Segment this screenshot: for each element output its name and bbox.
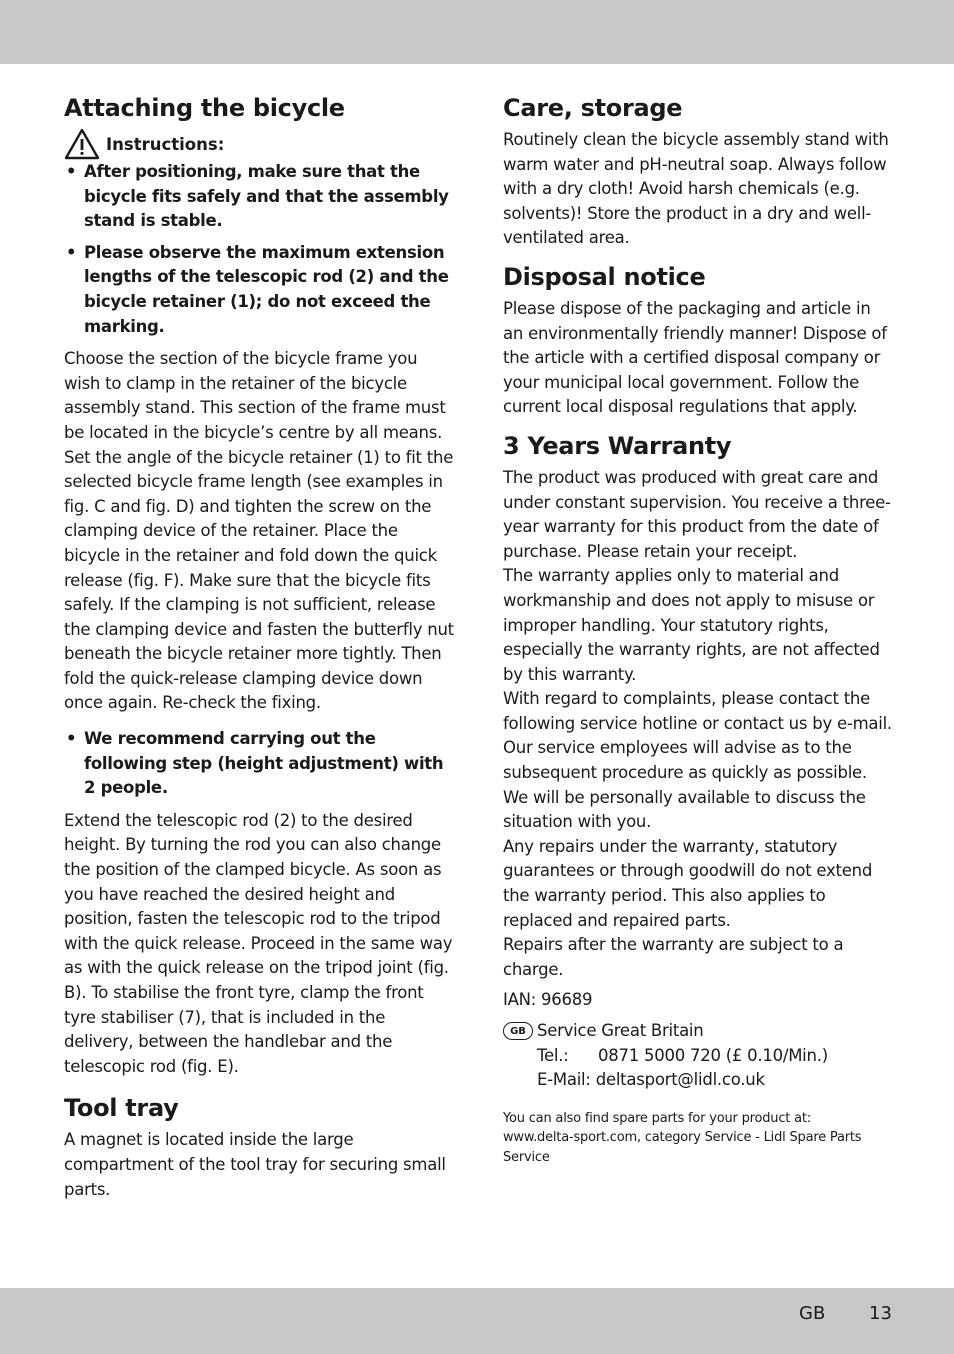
disposal-section (503, 259, 895, 420)
paragraph: Extend the telescopic rod (2) to the desired height. By turning the rod you can also change the position of the clamped bicycle. As soon as you have reached the desired height and position, fasten the telescopic rod to the tripod with the quick release. Proceed in the same way as with the quick release on the tripod joint (fig. B). To stabilise the front tyre, clamp the front tyre stabiliser (7), that is included in the delivery, between the handlebar and the telescopic rod (fig. E). (64, 810, 453, 1076)
paragraph: Please dispose of the packaging and article in an environmentally friendly manner! Dispose of the article with a certified disposal company or your municipal local government. Follow the current local disposal regulations that apply. (503, 298, 887, 417)
section-title-tool-tray: Tool tray (64, 1094, 179, 1123)
instructions-header (64, 128, 456, 160)
section-title-care: Care, storage (503, 94, 683, 122)
spare-parts-link[interactable]: www.delta-sport.com, category Service - Lidl Spare Parts Service (503, 1130, 862, 1165)
paragraph: The warranty applies only to material and workmanship and does not apply to misuse or improper handling. Your statutory rights, especially the warranty rights, are not affected by this warranty. (503, 566, 880, 684)
instructions-label: Instructions: (106, 134, 225, 154)
tel-label: Tel.: (537, 1045, 569, 1065)
spare-parts-note: You can also find spare parts for your product at: (503, 1110, 811, 1126)
recommendation-list (64, 727, 456, 801)
warning-icon (64, 128, 100, 160)
page-number: 13 (869, 1303, 892, 1324)
service-name: Service Great Britain (537, 1021, 704, 1040)
email-value[interactable]: deltasport@lidl.co.uk (595, 1070, 765, 1090)
country-badge: GB (503, 1022, 533, 1040)
warranty-section (503, 428, 895, 1167)
section-title-attaching: Attaching the bicycle (64, 94, 345, 122)
tel-row (537, 1044, 828, 1069)
right-column (503, 90, 895, 1167)
care-section (503, 90, 895, 251)
paragraph: Choose the section of the bicycle frame you wish to clamp in the retainer of the bicycle assembly stand. This section of the frame must be located in the bicycle’s centre by all means. Set the angle of the bicycle retainer (1) to fit the selected bicycle frame length (see examples in fig. C and fig. D) and tighten the screw on the clamping device of the retainer. Place the bicycle in the retainer and fold down the quick release (fig. F). Make sure that the bicycle fits safely. If the clamping is not sufficient, release the clamping device and fasten the butterfly nut beneath the bicycle retainer more tightly. Then fold the quick-release clamping device down once again. Re-check the fixing. (64, 349, 454, 713)
header-bar (0, 0, 954, 64)
list-item: • Please observe the maximum extension lengths of the telescopic rod (2) and the bicycle retainer (1); do not exceed the marking. (66, 242, 449, 336)
list-item: • After positioning, make sure that the bicycle fits safely and that the assembly stand is stable. (66, 162, 449, 231)
service-details (537, 1019, 828, 1093)
section-title-warranty: 3 Years Warranty (503, 431, 732, 460)
footer-language: GB (799, 1303, 826, 1324)
list-item: • We recommend carrying out the following step (height adjustment) with 2 people. (66, 729, 444, 798)
paragraph: Repairs after the warranty are subject to a charge. (503, 935, 844, 979)
tel-value: 0871 5000 720 (£ 0.10/Min.) (598, 1045, 828, 1065)
paragraph: Routinely clean the bicycle assembly stand with warm water and pH-neutral soap. Always follow with a dry cloth! Avoid harsh chemicals (e.g. solvents)! Store the product in a dry and well-ventilated area. (503, 130, 889, 248)
section-title-disposal: Disposal notice (503, 262, 706, 291)
paragraph: With regard to complaints, please contact the following service hotline or contact us by e-mail. Our service employees will advise as to the subsequent procedure as quickly as possible. We will be personally available to discuss the situation with you. (503, 689, 892, 832)
service-contact (503, 1019, 895, 1093)
left-column (64, 90, 456, 1202)
paragraph: The product was produced with great care and under constant supervision. You receive a three-year warranty for this product from the date of purchase. Please retain your receipt. (503, 467, 891, 561)
paragraph: Any repairs under the warranty, statutory guarantees or through goodwill do not extend the warranty period. This also applies to replaced and repaired parts. (503, 836, 873, 930)
email-label: E-Mail: (537, 1070, 591, 1090)
ian-number: IAN: 96689 (503, 990, 593, 1010)
paragraph: A magnet is located inside the large compartment of the tool tray for securing small parts. (64, 1130, 446, 1199)
instructions-list (64, 160, 456, 339)
email-row (537, 1068, 828, 1093)
